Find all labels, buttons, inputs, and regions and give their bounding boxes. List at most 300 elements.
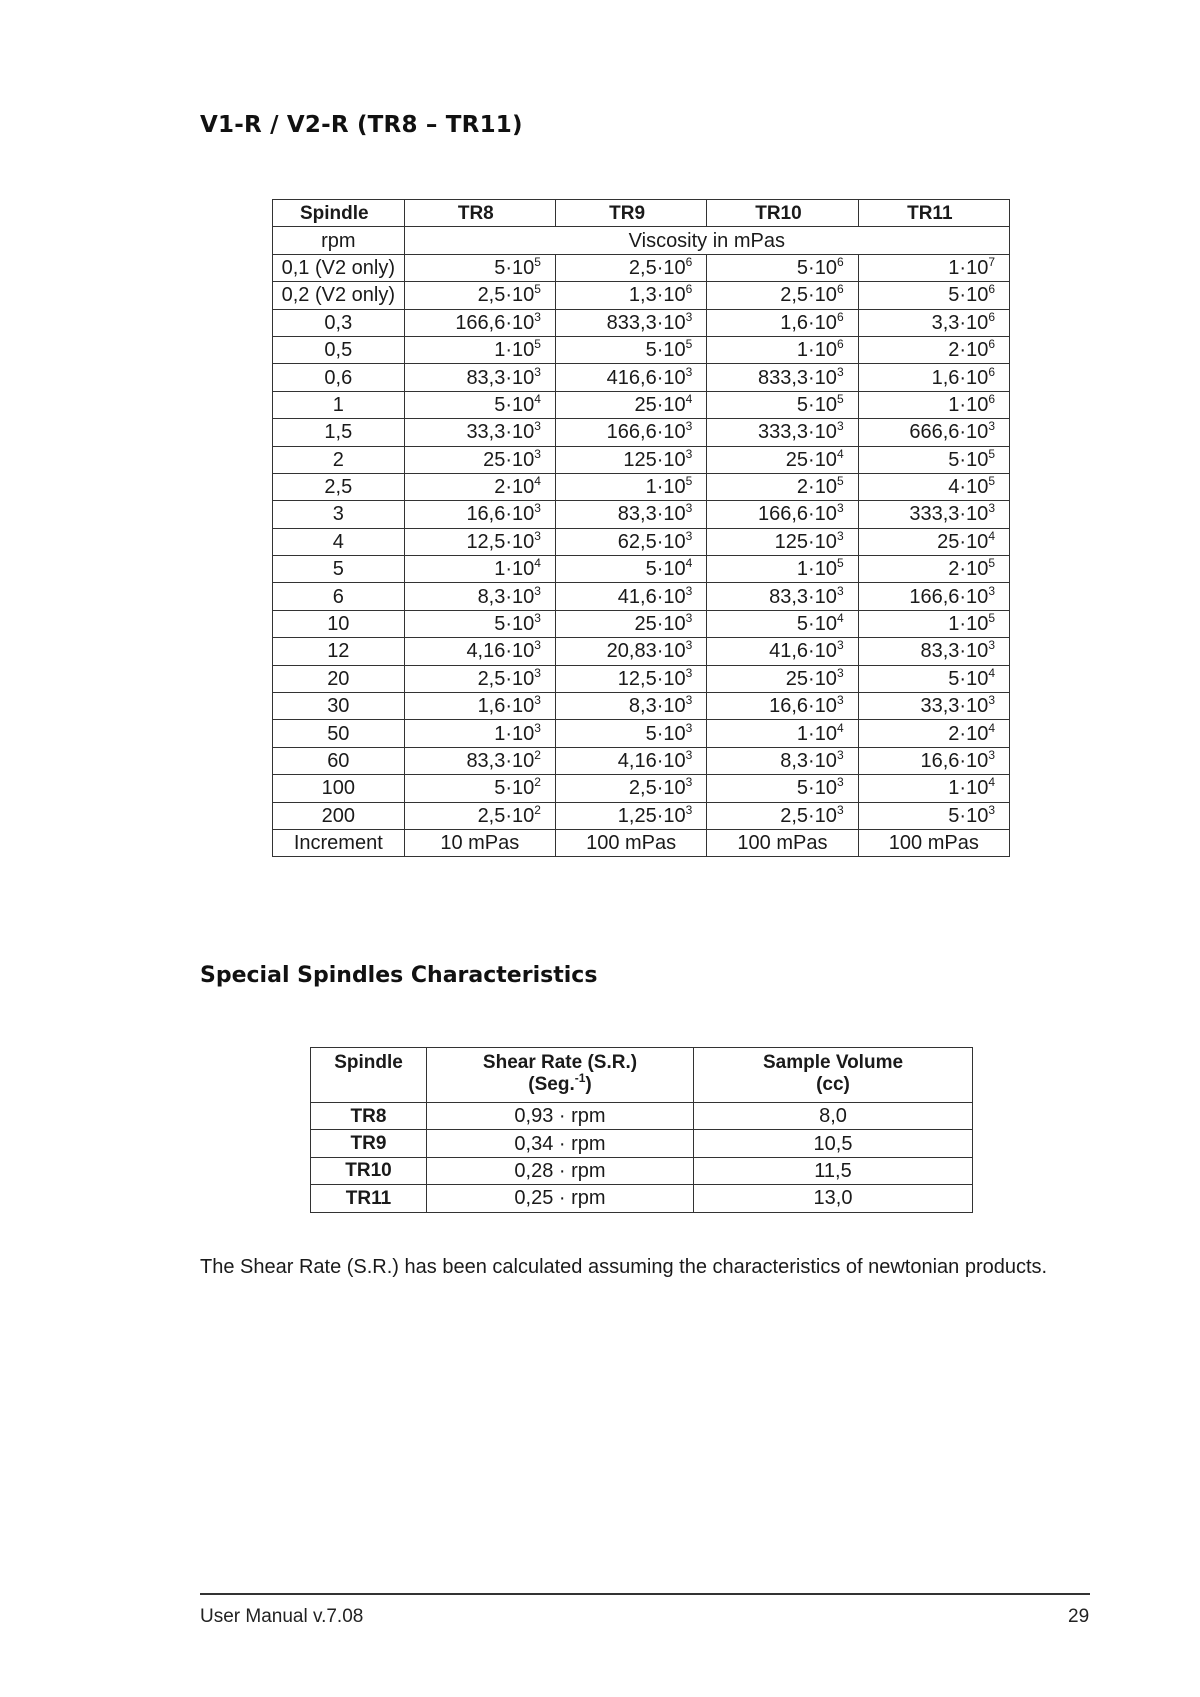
viscosity-mantissa: 166,6·10 (606, 421, 686, 444)
viscosity-mantissa: 83,3·10 (466, 366, 535, 389)
viscosity-cell-tr11 (858, 556, 1009, 583)
viscosity-mantissa: 4,16·10 (466, 640, 535, 663)
viscosity-cell-tr10 (707, 747, 858, 774)
special-spindles-table (310, 1047, 973, 1213)
viscosity-exponent: 3 (685, 611, 693, 626)
sample-volume-cell: 11,5 (694, 1157, 973, 1184)
viscosity-table (272, 199, 1010, 857)
rpm-cell: 0,2 (V2 only) (273, 282, 405, 309)
table-row (273, 693, 1010, 720)
viscosity-exponent: 6 (988, 337, 995, 352)
rpm-cell: 3 (273, 501, 405, 528)
viscosity-mantissa: 1,25·10 (617, 804, 686, 827)
table-row (311, 1185, 973, 1212)
viscosity-mantissa: 1,3·10 (628, 284, 686, 307)
viscosity-cell-tr8 (404, 556, 555, 583)
viscosity-cell-tr11 (858, 638, 1009, 665)
viscosity-mantissa: 1·10 (494, 339, 535, 362)
rpm-cell: 100 (273, 775, 405, 802)
viscosity-exponent: 5 (836, 391, 844, 406)
table-row (311, 1157, 973, 1184)
viscosity-cell-tr9 (555, 501, 706, 528)
viscosity-cell-tr10 (707, 802, 858, 829)
viscosity-exponent: 3 (685, 802, 693, 817)
viscosity-cell-tr8 (404, 693, 555, 720)
table-row (273, 364, 1010, 391)
viscosity-exponent: 3 (685, 309, 693, 324)
viscosity-exponent: 3 (685, 638, 693, 653)
footer-manual-version: User Manual v.7.08 (200, 1606, 364, 1627)
unit-row (273, 227, 1010, 254)
viscosity-mantissa: 125·10 (623, 448, 686, 471)
rpm-cell: 30 (273, 693, 405, 720)
viscosity-exponent: 3 (685, 748, 693, 762)
viscosity-mantissa: 25·10 (483, 448, 535, 471)
viscosity-exponent: 6 (988, 282, 995, 297)
spindle-cell: TR10 (311, 1157, 427, 1184)
viscosity-cell-tr9 (555, 665, 706, 692)
shear-rate-note: The Shear Rate (S.R.) has been calculated assuming the characteristics of newtonian products. (200, 1256, 1048, 1278)
viscosity-exponent: 3 (534, 638, 541, 653)
viscosity-cell-tr11 (858, 720, 1009, 747)
viscosity-exponent: 3 (836, 583, 844, 598)
viscosity-exponent: 3 (988, 583, 995, 598)
viscosity-cell-tr9 (555, 391, 706, 418)
table-row (273, 802, 1010, 829)
viscosity-exponent: 3 (836, 802, 844, 817)
viscosity-cell-tr8 (404, 309, 555, 336)
rpm-cell: 1 (273, 391, 405, 418)
viscosity-cell-tr8 (404, 665, 555, 692)
viscosity-exponent: 3 (836, 665, 844, 680)
viscosity-cell-tr9 (555, 583, 706, 610)
header-unit-close: ) (585, 1073, 592, 1095)
viscosity-cell-tr8 (404, 446, 555, 473)
viscosity-mantissa: 20,83·10 (606, 640, 686, 663)
viscosity-cell-tr8 (404, 336, 555, 363)
viscosity-mantissa: 5·10 (948, 804, 989, 827)
footer-divider (200, 1593, 1090, 1595)
viscosity-cell-tr10 (707, 610, 858, 637)
viscosity-exponent: 5 (988, 474, 995, 489)
viscosity-cell-tr9 (555, 610, 706, 637)
header-text: Spindle (334, 1052, 403, 1073)
viscosity-exponent: 5 (988, 446, 995, 461)
viscosity-exponent: 4 (988, 775, 995, 790)
viscosity-mantissa: 1·10 (796, 339, 837, 362)
viscosity-exponent: 6 (685, 254, 693, 269)
viscosity-mantissa: 1·10 (948, 393, 989, 416)
viscosity-exponent: 4 (836, 720, 844, 735)
viscosity-cell-tr11 (858, 693, 1009, 720)
viscosity-mantissa: 33,3·10 (466, 421, 535, 444)
viscosity-cell-tr11 (858, 446, 1009, 473)
viscosity-cell-tr11 (858, 775, 1009, 802)
special-table-body (311, 1103, 973, 1213)
rpm-cell: 0,6 (273, 364, 405, 391)
viscosity-cell-tr10 (707, 556, 858, 583)
viscosity-cell-tr8 (404, 528, 555, 555)
viscosity-exponent: 3 (685, 364, 693, 379)
viscosity-mantissa: 833,3·10 (606, 311, 686, 334)
viscosity-mantissa: 1,6·10 (780, 311, 837, 334)
table-row (273, 720, 1010, 747)
viscosity-cell-tr10 (707, 446, 858, 473)
viscosity-exponent: 4 (534, 474, 541, 489)
viscosity-cell-tr11 (858, 336, 1009, 363)
shear-rate-cell: 0,25 · rpm (427, 1185, 694, 1212)
viscosity-exponent: 4 (988, 720, 995, 735)
spindle-cell: TR8 (311, 1103, 427, 1130)
viscosity-exponent: 6 (988, 364, 995, 379)
viscosity-mantissa: 16,6·10 (920, 750, 989, 772)
increment-tr11: 100 mPas (858, 829, 1009, 856)
viscosity-mantissa: 1·10 (948, 256, 989, 279)
viscosity-mantissa: 1·10 (796, 722, 837, 745)
viscosity-mantissa: 5·10 (796, 393, 837, 416)
viscosity-mantissa: 4,16·10 (617, 750, 686, 772)
viscosity-mantissa: 5·10 (645, 339, 686, 362)
viscosity-exponent: 3 (534, 501, 541, 516)
viscosity-mantissa: 2·10 (948, 558, 989, 581)
rpm-cell: 20 (273, 665, 405, 692)
viscosity-cell-tr10 (707, 638, 858, 665)
viscosity-mantissa: 5·10 (796, 256, 837, 279)
viscosity-mantissa: 416,6·10 (606, 366, 686, 389)
rpm-cell: 0,5 (273, 336, 405, 363)
viscosity-cell-tr9 (555, 419, 706, 446)
viscosity-mantissa: 1·10 (494, 722, 535, 745)
viscosity-exponent: 3 (534, 665, 541, 680)
table-row (273, 419, 1010, 446)
viscosity-exponent: 3 (988, 419, 995, 434)
section-heading-special: Special Spindles Characteristics (200, 963, 598, 988)
viscosity-mantissa: 16,6·10 (466, 503, 535, 526)
sample-volume-cell: 8,0 (694, 1103, 973, 1130)
increment-label: Increment (273, 829, 405, 856)
viscosity-exponent: 3 (685, 419, 693, 434)
viscosity-exponent: 4 (836, 611, 844, 626)
rpm-cell: 2 (273, 446, 405, 473)
viscosity-mantissa: 8,3·10 (780, 750, 837, 772)
viscosity-cell-tr10 (707, 309, 858, 336)
viscosity-exponent: 6 (836, 282, 844, 297)
viscosity-cell-tr10 (707, 336, 858, 363)
viscosity-mantissa: 5·10 (494, 777, 535, 800)
viscosity-cell-tr11 (858, 501, 1009, 528)
viscosity-exponent: 4 (836, 446, 844, 461)
viscosity-mantissa: 5·10 (645, 558, 686, 581)
rpm-cell: 50 (273, 720, 405, 747)
viscosity-exponent: 3 (836, 501, 844, 516)
viscosity-exponent: 3 (836, 638, 844, 653)
viscosity-mantissa: 8,3·10 (628, 695, 686, 718)
viscosity-mantissa: 8,3·10 (477, 585, 535, 608)
viscosity-cell-tr10 (707, 693, 858, 720)
viscosity-mantissa: 166,6·10 (909, 585, 989, 608)
viscosity-mantissa: 166,6·10 (455, 311, 535, 334)
viscosity-mantissa: 33,3·10 (920, 695, 989, 718)
viscosity-mantissa: 666,6·10 (909, 421, 989, 444)
viscosity-exponent: 3 (988, 748, 995, 762)
viscosity-cell-tr11 (858, 391, 1009, 418)
viscosity-cell-tr9 (555, 775, 706, 802)
header-unit: (cc) (816, 1073, 850, 1095)
rpm-cell: 60 (273, 747, 405, 774)
viscosity-mantissa: 41,6·10 (769, 640, 837, 663)
viscosity-mantissa: 25·10 (634, 393, 686, 416)
viscosity-mantissa: 83,3·10 (466, 750, 535, 772)
viscosity-mantissa: 1·10 (796, 558, 837, 581)
viscosity-exponent: 4 (534, 391, 541, 406)
viscosity-exponent: 3 (685, 665, 693, 680)
viscosity-exponent: 3 (685, 720, 693, 735)
header-shear-rate (427, 1048, 694, 1103)
table-row (273, 446, 1010, 473)
table-row (273, 638, 1010, 665)
viscosity-cell-tr9 (555, 556, 706, 583)
viscosity-cell-tr9 (555, 309, 706, 336)
rpm-cell: 5 (273, 556, 405, 583)
viscosity-cell-tr9 (555, 747, 706, 774)
viscosity-mantissa: 25·10 (937, 530, 989, 553)
viscosity-cell-tr9 (555, 528, 706, 555)
viscosity-exponent: 3 (836, 528, 844, 543)
viscosity-cell-tr10 (707, 775, 858, 802)
table-header-row (311, 1048, 973, 1103)
viscosity-mantissa: 2,5·10 (477, 804, 535, 827)
shear-rate-cell: 0,93 · rpm (427, 1103, 694, 1130)
viscosity-mantissa: 83,3·10 (920, 640, 989, 663)
viscosity-mantissa: 1,6·10 (477, 695, 535, 718)
viscosity-exponent: 3 (988, 501, 995, 516)
table-row (273, 309, 1010, 336)
viscosity-cell-tr8 (404, 282, 555, 309)
viscosity-cell-tr11 (858, 665, 1009, 692)
table-row (273, 610, 1010, 637)
viscosity-cell-tr11 (858, 254, 1009, 281)
viscosity-cell-tr8 (404, 638, 555, 665)
viscosity-exponent: 5 (836, 556, 844, 571)
viscosity-cell-tr8 (404, 473, 555, 500)
viscosity-mantissa: 2·10 (494, 476, 535, 499)
rpm-cell: 0,3 (273, 309, 405, 336)
viscosity-cell-tr10 (707, 254, 858, 281)
viscosity-exponent: 3 (685, 446, 693, 461)
viscosity-cell-tr10 (707, 391, 858, 418)
viscosity-exponent: 3 (534, 693, 541, 708)
viscosity-cell-tr10 (707, 473, 858, 500)
rpm-cell: 0,1 (V2 only) (273, 254, 405, 281)
viscosity-cell-tr11 (858, 309, 1009, 336)
viscosity-exponent: 7 (988, 254, 995, 269)
header-tr11: TR11 (858, 200, 1009, 227)
viscosity-mantissa: 1·10 (494, 558, 535, 581)
viscosity-exponent: 5 (685, 337, 693, 352)
viscosity-exponent: 3 (988, 802, 995, 817)
viscosity-mantissa: 1·10 (948, 613, 989, 636)
shear-rate-cell: 0,28 · rpm (427, 1157, 694, 1184)
viscosity-cell-tr10 (707, 665, 858, 692)
viscosity-exponent: 4 (685, 391, 693, 406)
viscosity-exponent: 3 (685, 583, 693, 598)
viscosity-mantissa: 1·10 (948, 777, 989, 800)
viscosity-exponent: 3 (685, 775, 693, 790)
viscosity-exponent: 2 (534, 748, 541, 762)
table-row (273, 583, 1010, 610)
viscosity-mantissa: 5·10 (948, 284, 989, 307)
viscosity-cell-tr8 (404, 747, 555, 774)
viscosity-mantissa: 5·10 (948, 667, 989, 690)
viscosity-mantissa: 333,3·10 (757, 421, 837, 444)
viscosity-exponent: 3 (534, 611, 541, 626)
table-header-row (273, 200, 1010, 227)
increment-row (273, 829, 1010, 856)
viscosity-cell-tr11 (858, 583, 1009, 610)
viscosity-cell-tr8 (404, 501, 555, 528)
viscosity-exponent: 3 (836, 748, 844, 762)
viscosity-exponent: 5 (685, 474, 693, 489)
viscosity-unit-label: Viscosity in mPas (404, 227, 1009, 254)
viscosity-cell-tr9 (555, 254, 706, 281)
viscosity-exponent: 3 (836, 419, 844, 434)
viscosity-exponent: 3 (534, 720, 541, 735)
viscosity-mantissa: 1·10 (645, 476, 686, 499)
viscosity-cell-tr8 (404, 254, 555, 281)
rpm-cell: 6 (273, 583, 405, 610)
viscosity-mantissa: 2,5·10 (477, 284, 535, 307)
shear-rate-cell: 0,34 · rpm (427, 1130, 694, 1157)
spindle-cell: TR9 (311, 1130, 427, 1157)
viscosity-exponent: 3 (988, 638, 995, 653)
header-spindle (311, 1048, 427, 1103)
viscosity-cell-tr8 (404, 610, 555, 637)
table-row (273, 473, 1010, 500)
viscosity-mantissa: 12,5·10 (466, 530, 535, 553)
viscosity-exponent: 3 (534, 309, 541, 324)
viscosity-cell-tr10 (707, 419, 858, 446)
viscosity-mantissa: 2·10 (948, 339, 989, 362)
viscosity-mantissa: 25·10 (785, 667, 837, 690)
sample-volume-cell: 13,0 (694, 1185, 973, 1212)
viscosity-mantissa: 4·10 (948, 476, 989, 499)
viscosity-cell-tr9 (555, 693, 706, 720)
viscosity-cell-tr8 (404, 583, 555, 610)
rpm-label: rpm (273, 227, 405, 254)
table-row (311, 1103, 973, 1130)
viscosity-cell-tr9 (555, 473, 706, 500)
rpm-cell: 4 (273, 528, 405, 555)
viscosity-mantissa: 3,3·10 (931, 311, 989, 334)
viscosity-exponent: 3 (685, 501, 693, 516)
table-row (273, 665, 1010, 692)
viscosity-mantissa: 2·10 (796, 476, 837, 499)
header-sample-volume (694, 1048, 973, 1103)
table-row (273, 254, 1010, 281)
viscosity-cell-tr8 (404, 720, 555, 747)
viscosity-exponent: 3 (534, 419, 541, 434)
header-text: Sample Volume (762, 1052, 904, 1073)
viscosity-mantissa: 41,6·10 (617, 585, 686, 608)
viscosity-mantissa: 5·10 (796, 613, 837, 636)
table-row (311, 1130, 973, 1157)
viscosity-mantissa: 83,3·10 (617, 503, 686, 526)
viscosity-cell-tr9 (555, 364, 706, 391)
table-row (273, 528, 1010, 555)
viscosity-mantissa: 1,6·10 (931, 366, 989, 389)
header-tr8: TR8 (404, 200, 555, 227)
viscosity-exponent: 6 (836, 309, 844, 324)
viscosity-cell-tr11 (858, 610, 1009, 637)
viscosity-exponent: 3 (534, 528, 541, 543)
viscosity-cell-tr10 (707, 528, 858, 555)
viscosity-mantissa: 5·10 (494, 393, 535, 416)
viscosity-exponent: 2 (534, 802, 541, 817)
viscosity-cell-tr11 (858, 364, 1009, 391)
viscosity-exponent: 3 (534, 446, 541, 461)
viscosity-mantissa: 5·10 (796, 777, 837, 800)
viscosity-table-body (273, 254, 1010, 829)
viscosity-exponent: 5 (534, 337, 541, 352)
viscosity-exponent: 5 (534, 254, 541, 269)
viscosity-exponent: 4 (988, 528, 995, 543)
viscosity-mantissa: 16,6·10 (769, 695, 837, 718)
viscosity-exponent: 5 (988, 611, 995, 626)
table-row (273, 391, 1010, 418)
viscosity-cell-tr9 (555, 446, 706, 473)
viscosity-mantissa: 2,5·10 (477, 667, 535, 690)
viscosity-mantissa: 12,5·10 (617, 667, 686, 690)
viscosity-mantissa: 833,3·10 (757, 366, 837, 389)
viscosity-cell-tr10 (707, 364, 858, 391)
viscosity-exponent: 4 (534, 556, 541, 571)
viscosity-exponent: 6 (988, 309, 995, 324)
viscosity-cell-tr9 (555, 802, 706, 829)
viscosity-mantissa: 83,3·10 (769, 585, 837, 608)
viscosity-cell-tr9 (555, 336, 706, 363)
viscosity-exponent: 3 (988, 693, 995, 708)
viscosity-cell-tr11 (858, 282, 1009, 309)
viscosity-mantissa: 2,5·10 (780, 284, 837, 307)
viscosity-exponent: 6 (836, 337, 844, 352)
viscosity-mantissa: 5·10 (948, 448, 989, 471)
viscosity-mantissa: 62,5·10 (617, 530, 686, 553)
rpm-cell: 12 (273, 638, 405, 665)
sample-volume-cell: 10,5 (694, 1130, 973, 1157)
viscosity-mantissa: 25·10 (785, 448, 837, 471)
table-row (273, 775, 1010, 802)
viscosity-exponent: 6 (836, 254, 844, 269)
viscosity-cell-tr11 (858, 802, 1009, 829)
header-unit: (Seg. (528, 1073, 575, 1095)
viscosity-exponent: 5 (534, 282, 541, 297)
viscosity-exponent: 4 (988, 665, 995, 680)
rpm-cell: 200 (273, 802, 405, 829)
viscosity-cell-tr10 (707, 583, 858, 610)
viscosity-mantissa: 5·10 (494, 613, 535, 636)
viscosity-exponent: 3 (836, 364, 844, 379)
viscosity-cell-tr11 (858, 528, 1009, 555)
viscosity-cell-tr11 (858, 747, 1009, 774)
viscosity-cell-tr10 (707, 501, 858, 528)
viscosity-exponent: 3 (534, 583, 541, 598)
viscosity-cell-tr8 (404, 391, 555, 418)
viscosity-mantissa: 2,5·10 (628, 777, 686, 800)
footer-page-number: 29 (1068, 1606, 1090, 1627)
increment-tr8: 10 mPas (404, 829, 555, 856)
viscosity-exponent: 5 (988, 556, 995, 571)
rpm-cell: 2,5 (273, 473, 405, 500)
